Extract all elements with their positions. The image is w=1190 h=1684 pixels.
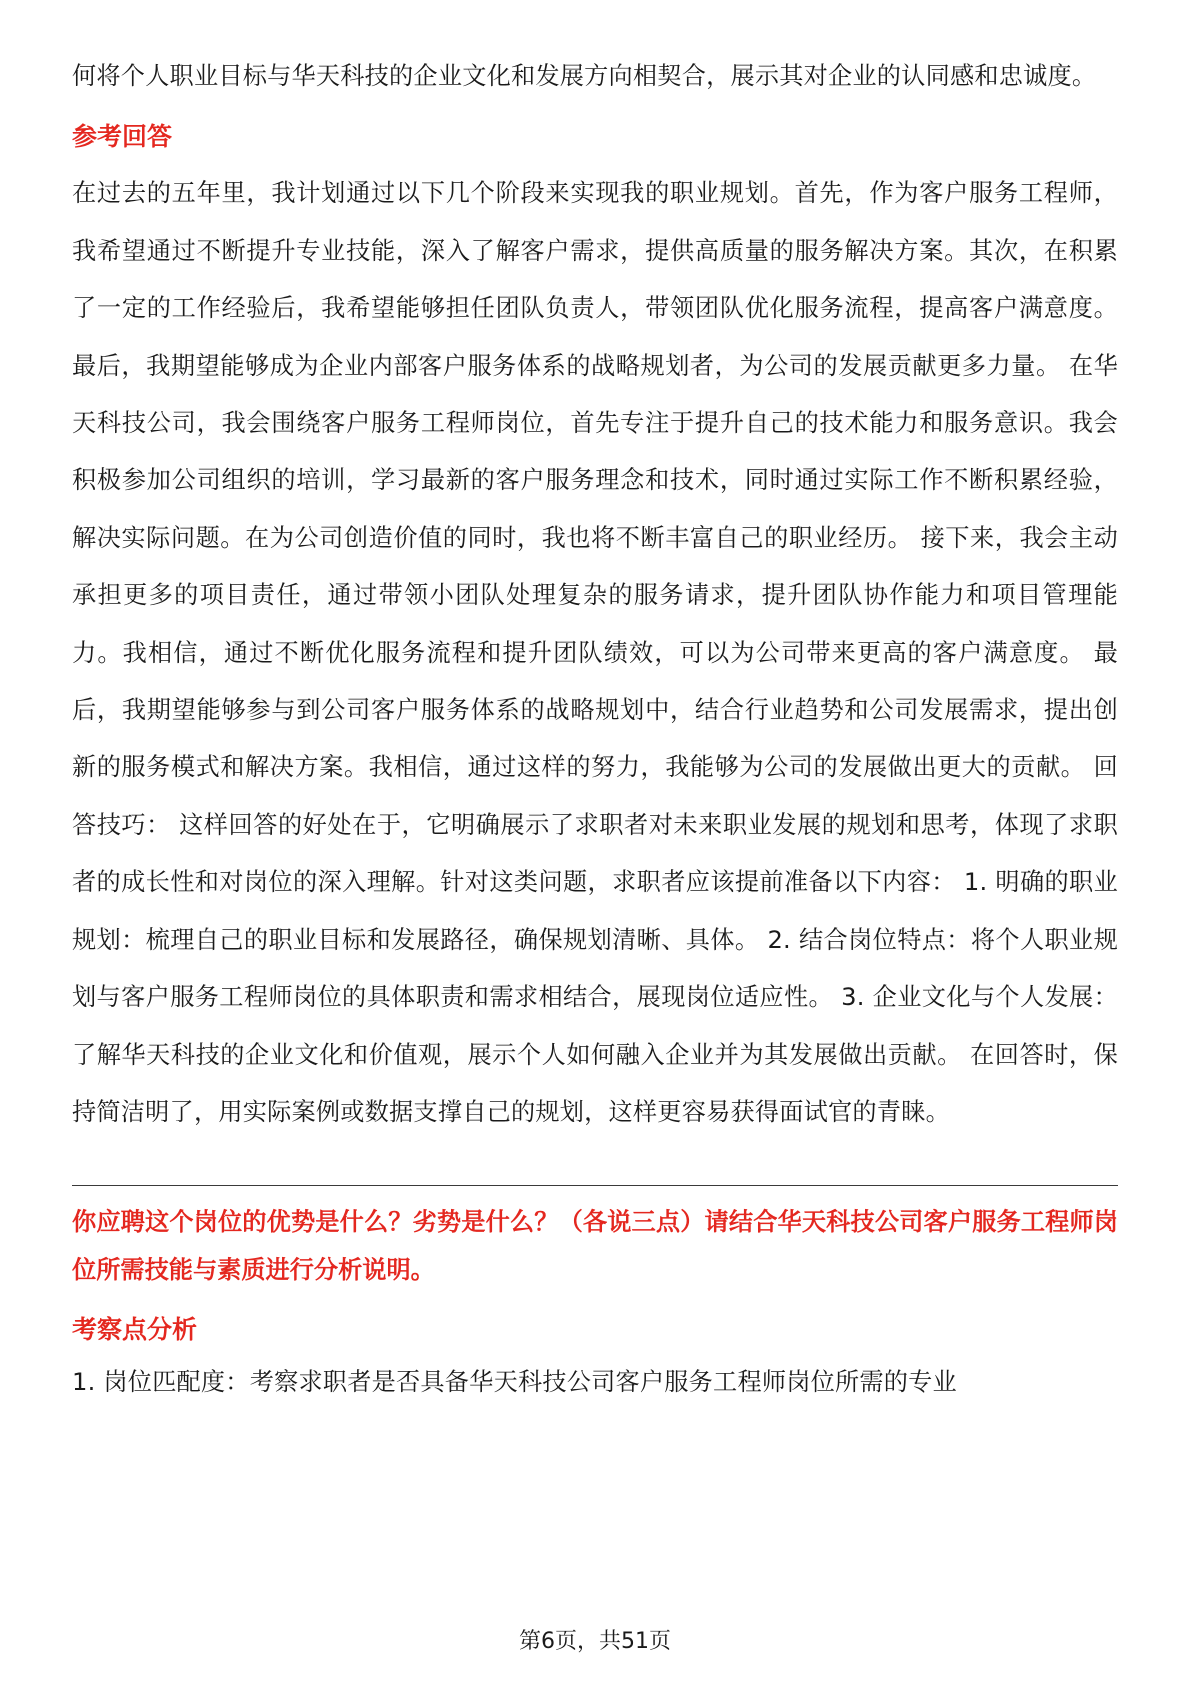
reference-answer-heading: 参考回答 xyxy=(72,122,173,152)
section-divider xyxy=(72,1185,1118,1186)
reference-answer-paragraph: 在过去的五年里，我计划通过以下几个阶段来实现我的职业规划。首先，作为客户服务工程师，我希望通过不断提升专业技能，深入了解客户需求，提供高质量的服务解决方案。其次，在积累了一定的工作经验后，我希望能够担任团队负责人，带领团队优化服务流程，提高客户满意度。最后，我期望能够成为企业内部客户服务体系的战略规划者，为公司的发展贡献更多力量。 在华天科技公司，我会围绕客户服务工程师岗位，首先专注于提升自己的技术能力和服务意识。我会积极参加公司组织的培训，学习最新的客户服务理念和技术，同时通过实际工作不断积累经验，解决实际问题。在为公司创造价值的同时，我也将不断丰富自己的职业经历。 接下来，我会主动承担更多的项目责任，通过带领小团队处理复杂的服务请求，提升团队协作能力和项目管理能力。我相信，通过不断优化服务流程和提升团队绩效，可以为公司带来更高的客户满意度。 最后，我期望能够参与到公司客户服务体系的战略规划中，结合行业趋势和公司发展需求，提出创新的服务模式和解决方案。我相信，通过这样的努力，我能够为公司的发展做出更大的贡献。 回答技巧： 这样回答的好处在于，它明确展示了求职者对未来职业发展的规划和思考，体现了求职者的成长性和对岗位的深入理解。针对这类问题，求职者应该提前准备以下内容： 1. 明确的职业规划：梳理自己的职业目标和发展路径，确保规划清晰、具体。 2. 结合岗位特点：将个人职业规划与客户服务工程师岗位的具体职责和需求相结合，展现岗位适应性。 3. 企业文化与个人发展：了解华天科技的企业文化和价值观，展示个人如何融入企业并为其发展做出贡献。 在回答时，保持简洁明了，用实际案例或数据支撑自己的规划，这样更容易获得面试官的青睐。 xyxy=(72,179,1118,1126)
analysis-heading: 考察点分析 xyxy=(72,1315,198,1345)
page-number-footer: 第6页，共51页 xyxy=(519,1629,671,1654)
intro-paragraph: 何将个人职业目标与华天科技的企业文化和发展方向相契合，展示其对企业的认同感和忠诚度。 xyxy=(72,62,1097,90)
page-content xyxy=(72,48,1118,1408)
analysis-paragraph: 1. 岗位匹配度：考察求职者是否具备华天科技公司客户服务工程师岗位所需的专业 xyxy=(72,1368,957,1397)
question-heading: 你应聘这个岗位的优势是什么？劣势是什么？（各说三点）请结合华天科技公司客户服务工程师岗位所需技能与素质进行分析说明。 xyxy=(72,1208,1118,1285)
